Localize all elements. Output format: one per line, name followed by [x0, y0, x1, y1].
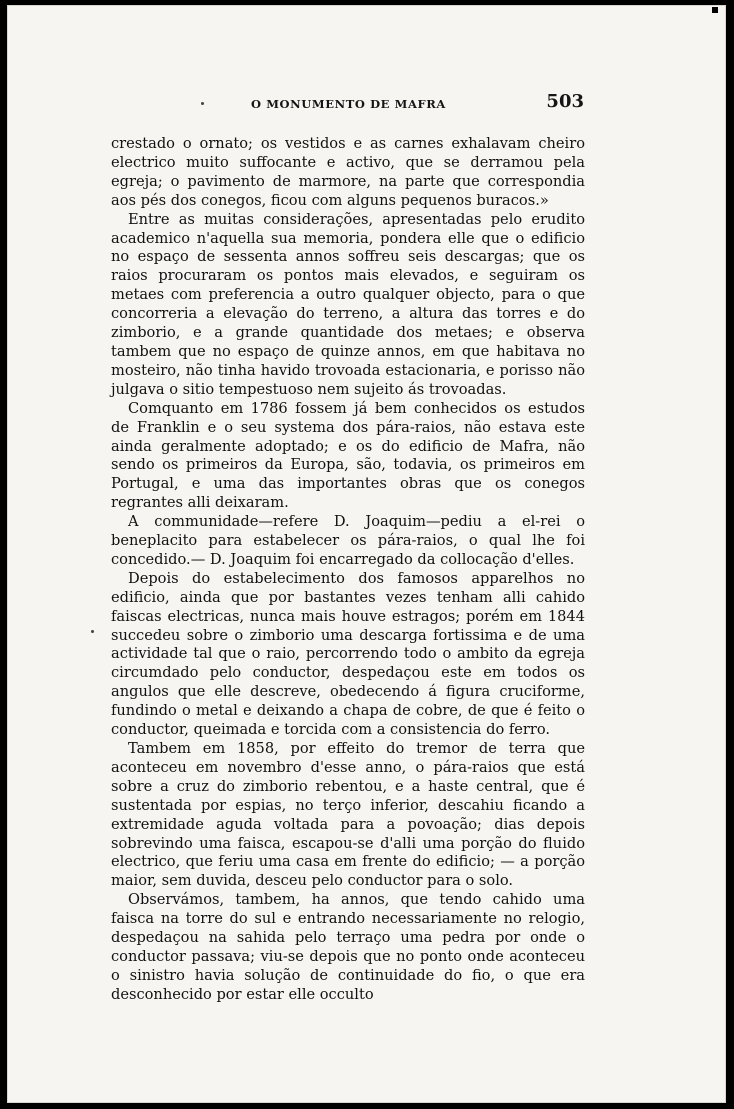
- page-header: [119, 91, 584, 115]
- ink-speck: [91, 630, 94, 633]
- paragraph: Tambem em 1858, por effeito do tremor de terra que aconteceu em novembro d'esse anno, o pára-raios que está sobre a cruz do zimborio rebentou, e a haste central, que é sustentada por espias, no terço inferior, descahiu ficando a extremidade aguda voltada para a povoação; dias depois sobrevindo uma faisca, escapou-se d'alli uma porção do fluido electrico, que feriu uma casa em frente do edificio; — a porção maior, sem duvida, desceu pelo conductor para o solo.: [111, 740, 585, 890]
- paragraph: Depois do estabelecimento dos famosos apparelhos no edificio, ainda que por bastantes vezes tenham alli cahido faiscas electricas, nunca mais houve estragos; porém em 1844 succedeu sobre o zimborio uma descarga fortissima e de uma actividade tal que o raio, percorrendo todo o ambito da egreja circumdado pelo conductor, despedaçou este em todos os angulos que elle descreve, obedecendo á figura cruciforme, fundindo o metal e deixando a chapa de cobre, de que é feito o conductor, queimada e torcida com a consistencia do ferro.: [111, 569, 585, 739]
- paragraph-continuation: crestado o ornato; os vestidos e as carnes exhalavam cheiro electrico muito suffocante e activo, que se derramou pela egreja; o pavimento de marmore, na parte que correspondia aos pés dos conegos, ficou com alguns pequenos buracos.»: [111, 135, 585, 209]
- paragraph: Entre as muitas considerações, apresentadas pelo erudito academico n'aquella sua memoria, pondera elle que o edificio no espaço de sessenta annos soffreu seis descargas; que os raios procuraram os pontos mais elevados, e seguiram os metaes com preferencia a outro qualquer objecto, para o que concorreria a elevação do terreno, a altura das torres e do zimborio, e a grande quantidade dos metaes; e observa tambem que no espaço de quinze annos, em que habitava no mosteiro, não tinha havido trovoada estacionaria, e porisso não julgava o sitio tempestuoso nem sujeito ás trovoadas.: [111, 210, 585, 398]
- page-number: 503: [546, 91, 584, 112]
- paragraph: A communidade—refere D. Joaquim—pediu a el-rei o beneplacito para estabelecer os pára-raios, o qual lhe foi concedido.— D. Joaquim foi encarregado da collocação d'elles.: [111, 513, 585, 568]
- body-text: [111, 135, 585, 1005]
- scan-corner-mark: [712, 7, 718, 13]
- book-page: [7, 5, 726, 1103]
- paragraph: Observámos, tambem, ha annos, que tendo cahido uma faisca na torre do sul e entrando necessariamente no relogio, despedaçou na sahida pelo terraço uma pedra por onde o conductor passava; viu-se depois que no ponto onde aconteceu o sinistro havia solução de continuidade do fio, o que era desconhecido por estar elle occulto: [111, 891, 585, 1003]
- running-title: O MONUMENTO DE MAFRA: [251, 97, 446, 111]
- paragraph: Comquanto em 1786 fossem já bem conhecidos os estudos de Franklin e o seu systema dos pára-raios, não estava este ainda geralmente adoptado; e os do edificio de Mafra, não sendo os primeiros da Europa, são, todavia, os primeiros em Portugal, e uma das importantes obras que os conegos regrantes alli deixaram.: [111, 399, 585, 512]
